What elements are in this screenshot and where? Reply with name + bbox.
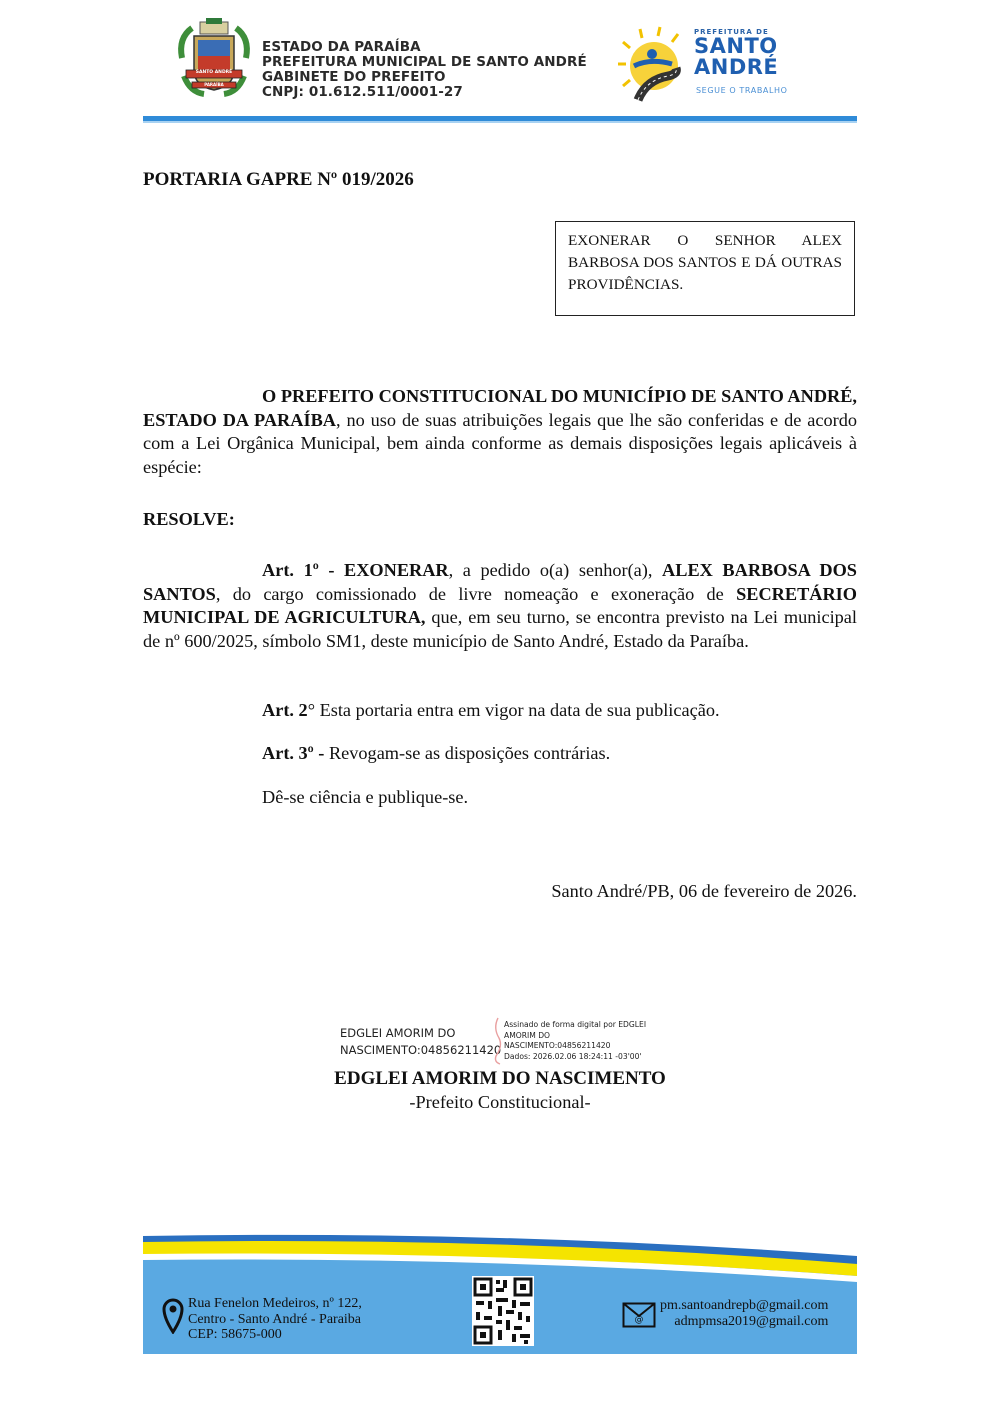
article-2	[262, 699, 720, 723]
art2-text: ° Esta portaria entra em vigor na data de sua publicação.	[307, 700, 720, 720]
digital-signer-name	[340, 1025, 501, 1059]
preamble-text: , no uso de suas atribuições legais que lhe são conferidas e de acordo com a Lei Orgânica Municipal, bem ainda conforme as demais disposições legais aplicáveis à espécie:	[143, 409, 857, 477]
place-date: Santo André/PB, 06 de fevereiro de 2026.	[551, 881, 857, 901]
header-line-cnpj: CNPJ: 01.612.511/0001-27	[262, 84, 463, 100]
art1-cargo: SECRETÁRIO MUNICIPAL DE AGRICULTURA,	[143, 583, 857, 627]
coat-lower-ribbon-text: PARAÍBA	[204, 82, 224, 87]
preamble	[143, 385, 857, 479]
brand-logo-icon	[616, 24, 692, 102]
email-icon	[622, 1302, 656, 1328]
qr-code-icon	[472, 1276, 534, 1346]
header-text-block	[262, 40, 587, 100]
brand-tagline: SEGUE O TRABALHO	[696, 86, 788, 95]
header-line-state: ESTADO DA PARAÍBA	[262, 39, 421, 55]
digital-certificate-info	[504, 1020, 679, 1062]
brand-line-1: SANTO	[694, 34, 778, 58]
footer-emails	[660, 1298, 828, 1329]
brand-line-2: ANDRÉ	[694, 55, 779, 79]
header-divider-light	[143, 121, 857, 123]
address-line-2: Centro - Santo André - Paraiba	[188, 1311, 362, 1327]
signature-ribbon-icon	[491, 1016, 505, 1066]
coat-of-arms-icon	[174, 18, 254, 100]
address-line-3: CEP: 58675-000	[188, 1327, 282, 1342]
art1-text-1: , a pedido o(a) senhor(a),	[448, 560, 663, 580]
art1-person-name: ALEX BARBOSA DOS SANTOS	[143, 560, 857, 604]
art2-label: Art. 2	[262, 700, 308, 720]
header-line-gabinete: GABINETE DO PREFEITO	[262, 69, 446, 85]
cert-line-3: NASCIMENTO:04856211420	[504, 1041, 611, 1050]
coat-ribbon-text: SANTO ANDRÉ	[195, 70, 233, 75]
header-line-prefeitura: PREFEITURA MUNICIPAL DE SANTO ANDRÉ	[262, 54, 587, 70]
email-1: pm.santoandrepb@gmail.com	[660, 1298, 829, 1313]
location-pin-icon	[162, 1298, 184, 1334]
resolve-heading: RESOLVE:	[143, 509, 235, 529]
art3-label: Art. 3º -	[262, 743, 325, 763]
art3-text: Revogam-se as disposições contrárias.	[324, 743, 611, 763]
digital-signer-line-1: EDGLEI AMORIM DO	[340, 1026, 456, 1040]
document-title: PORTARIA GAPRE Nº 019/2026	[143, 169, 414, 190]
brand-small-text: PREFEITURA DE	[694, 28, 769, 36]
closing-line: Dê-se ciência e publique-se.	[262, 787, 469, 807]
ementa-box	[555, 221, 855, 316]
cert-line-1: Assinado de forma digital por EDGLEI	[504, 1020, 647, 1029]
brand-name	[694, 36, 778, 78]
ementa-text: EXONERAR O SENHOR ALEX BARBOSA DOS SANTOS E DÁ OUTRAS PROVIDÊNCIAS.	[568, 232, 842, 293]
art1-label: Art. 1º - EXONERAR	[262, 560, 449, 580]
art1-text-2: , do cargo comissionado de livre nomeação e exoneração de	[215, 583, 737, 604]
signer-role: -Prefeito Constitucional-	[409, 1092, 591, 1112]
article-3	[262, 742, 610, 766]
email-2: admpmsa2019@gmail.com	[674, 1313, 829, 1329]
cert-line-2: AMORIM DO	[504, 1030, 551, 1040]
signer-name: EDGLEI AMORIM DO NASCIMENTO	[334, 1068, 666, 1089]
preamble-bold: O PREFEITO CONSTITUCIONAL DO MUNICÍPIO DE SANTO ANDRÉ, ESTADO DA PARAÍBA	[143, 386, 857, 430]
svg-text:@: @	[634, 1315, 644, 1325]
article-1	[143, 559, 857, 653]
footer-address	[188, 1296, 362, 1343]
digital-signer-line-2: NASCIMENTO:04856211420	[340, 1043, 502, 1057]
address-line-1: Rua Fenelon Medeiros, nº 122,	[188, 1296, 362, 1311]
art1-text-3: que, em seu turno, se encontra previsto na Lei municipal de nº 600/2025, símbolo SM1, deste município de Santo André, Estado da Paraíba.	[143, 607, 857, 651]
cert-line-4: Dados: 2026.02.06 18:24:11 -03'00'	[504, 1051, 642, 1061]
